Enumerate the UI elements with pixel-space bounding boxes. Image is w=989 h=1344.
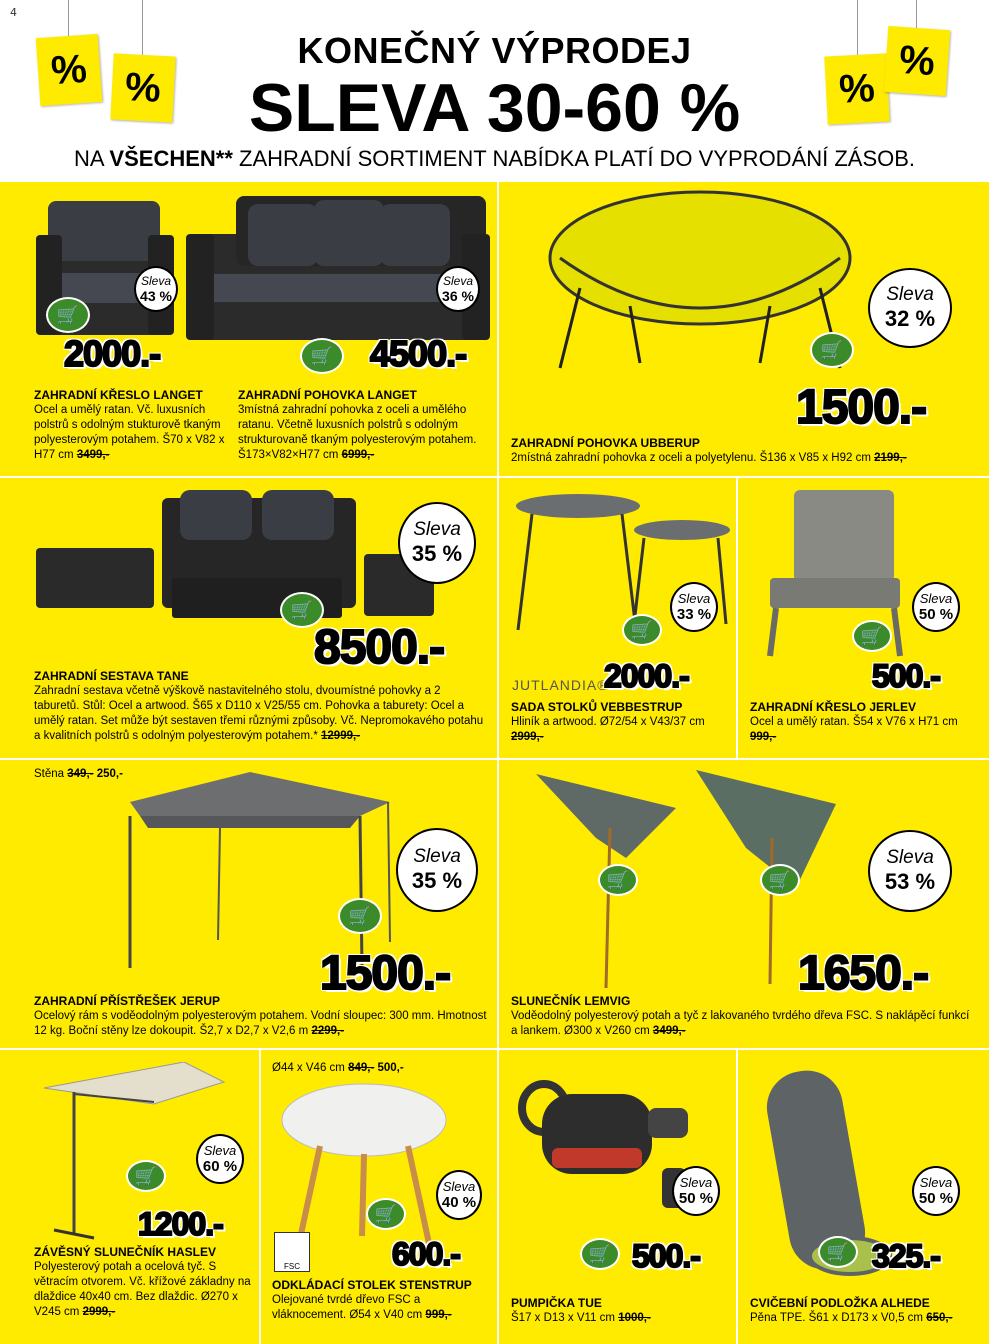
page-number: 4 [10,6,17,19]
shopping-cart-icon[interactable]: 🛒 [622,614,662,646]
product-title: SADA STOLKŮ VEBBESTRUP [511,700,683,714]
discount-bubble: Sleva 35 % [396,828,478,912]
divider [0,476,989,478]
product-description: Ocel a umělý ratan. Š54 x V76 x H71 cm 999,- [750,716,958,743]
shopping-cart-icon[interactable]: 🛒 [818,1236,858,1268]
sofa-image [186,190,491,345]
price: 2000.- [604,658,689,694]
size-variant-note: Ø44 x V46 cm 849,- 500,- [272,1062,404,1074]
product-title: PUMPIČKA TUE [511,1296,602,1310]
shopping-cart-icon[interactable]: 🛒 [580,1238,620,1270]
product-title: ZAHRADNÍ SESTAVA TANE [34,669,189,683]
product-description: 3místná zahradní pohovka z oceli a umělého ratanu. Včetně luxusních polstrů s odolným strukturovaně tkaným polyesterovým potahem. Š173×V82×H77 cm 6999,- [238,404,477,461]
discount-bubble: Sleva 60 % [196,1134,244,1184]
divider [0,758,989,760]
product-description: Zahradní sestava včetně výškově nastavitelného stolu, dvoumístné pohovky a 2 taburetů. Stůl: Ocel a artwood. Š65 x D110 x V25/55 cm. Pohovka a taburety: Ocel a umělý ratan. Set může být sestaven třemi různými způsoby. Vč. Nepromokavého potahu a kvalitních polstrů s odolným polyesterovým potahem.* 12999,- [34,685,484,742]
product-title: ZAHRADNÍ KŘESLO LANGET [34,388,203,402]
price: 600.- [392,1236,460,1272]
product-title: ZAHRADNÍ POHOVKA UBBERUP [511,436,700,450]
divider [736,1050,738,1344]
side-wall-note: Stěna 349,- 250,- [34,768,123,780]
discount-bubble: Sleva 50 % [912,582,960,632]
discount-bubble: Sleva 50 % [672,1166,720,1216]
divider [497,1050,499,1344]
garden-set-image [36,488,436,628]
divider [497,182,499,478]
product-title: ODKLÁDACÍ STOLEK STENSTRUP [272,1278,472,1292]
price: 8500.- [314,621,445,674]
percent-tag-icon: % [824,53,889,124]
product-title: SLUNEČNÍK LEMVIG [511,994,631,1008]
product-title: ZAHRADNÍ KŘESLO JERLEV [750,700,917,714]
discount-bubble: Sleva 36 % [436,266,480,312]
discount-bubble: Sleva 32 % [868,268,952,348]
price: 500.- [632,1238,700,1274]
price: 2000.- [64,333,161,374]
discount-bubble: Sleva 33 % [670,582,718,632]
product-description: Ocel a umělý ratan. Vč. luxusních polstrů s odolným stukturově tkaným polyesterovým potahem. Š70 x V82 x H77 cm 3499,- [34,404,225,461]
divider [497,760,499,1050]
discount-bubble: Sleva 43 % [134,266,178,312]
price: 1500.- [320,947,451,1000]
product-title: ZAHRADNÍ PŘÍSTŘEŠEK JERUP [34,994,221,1008]
product-description: Voděodolný polyesterový potah a tyč z lakovaného tvrdého dřeva FSC. S naklápěcí funkcí a lankem. Ø300 x V260 cm 3499,- [511,1010,970,1037]
shopping-cart-icon[interactable]: 🛒 [338,898,382,934]
header-discount: SLEVA 30-60 % [248,70,741,146]
header-title: KONEČNÝ VÝPRODEJ [297,30,692,71]
product-title: ZAHRADNÍ POHOVKA LANGET [238,388,417,402]
divider [736,478,738,760]
divider [497,478,499,760]
price: 4500.- [370,333,467,374]
product-description: Pěna TPE. Š61 x D173 x V0,5 cm 650,- [750,1312,953,1324]
price: 1650.- [798,947,929,1000]
percent-tag-icon: % [110,53,175,122]
percent-tag-icon: % [884,26,950,96]
discount-bubble: Sleva 40 % [436,1170,482,1220]
header-subtitle: NA VŠECHEN** ZAHRADNÍ SORTIMENT NABÍDKA PLATÍ DO VYPRODÁNÍ ZÁSOB. [73,146,916,171]
percent-tag-icon: % [36,34,103,106]
air-pump-image [512,1068,692,1218]
product-description: Hliník a artwood. Ø72/54 x V43/37 cm 2999,- [511,716,705,743]
shopping-cart-icon[interactable]: 🛒 [126,1160,166,1192]
shopping-cart-icon[interactable]: 🛒 [810,332,854,368]
shopping-cart-icon[interactable]: 🛒 [280,592,324,628]
brand-logo: JUTLANDIA® [512,677,609,693]
product-description: Olejované tvrdé dřevo FSC a vláknocement. Ø54 x V40 cm 999,- [272,1294,452,1321]
price: 325.- [872,1238,940,1274]
shopping-cart-icon[interactable]: 🛒 [46,297,90,333]
product-title: CVIČEBNÍ PODLOŽKA ALHEDE [750,1296,930,1310]
product-description: Polyesterový potah a ocelová tyč. S větracím otvorem. Vč. křížové základny na dlaždice 40x40 cm. Bez dlaždic. Ø270 x V245 cm 2999,- [34,1261,251,1318]
product-description: Š17 x D13 x V11 cm 1000,- [511,1312,651,1324]
product-description: Ocelový rám s voděodolným polyesterovým potahem. Vodní sloupec: 300 mm. Hmotnost 12 kg. Boční stěny lze dokoupit. Š2,7 x D2,7 x V2,6 m 2299,- [34,1010,487,1037]
side-table-image [280,1080,450,1250]
fsc-logo: FSC [274,1232,310,1272]
divider [259,1050,261,1344]
tag-string [916,0,917,30]
gazebo-image [100,772,400,972]
shopping-cart-icon[interactable]: 🛒 [300,338,344,374]
shopping-cart-icon[interactable]: 🛒 [366,1198,406,1230]
product-title: ZÁVĚSNÝ SLUNEČNÍK HASLEV [34,1245,217,1259]
divider [0,1048,989,1050]
shopping-cart-icon[interactable]: 🛒 [760,864,800,896]
rattan-chair-image [766,490,916,660]
product-description: 2místná zahradní pohovka z oceli a polyetylenu. Š136 x V85 x H92 cm 2199,- [511,452,907,464]
discount-bubble: Sleva 53 % [868,830,952,912]
price: 1500.- [796,381,927,434]
shopping-cart-icon[interactable]: 🛒 [852,620,892,652]
discount-bubble: Sleva 35 % [398,502,476,584]
shopping-cart-icon[interactable]: 🛒 [598,864,638,896]
price: 1200.- [138,1206,223,1242]
price: 500.- [872,658,940,694]
discount-bubble: Sleva 50 % [912,1166,960,1216]
